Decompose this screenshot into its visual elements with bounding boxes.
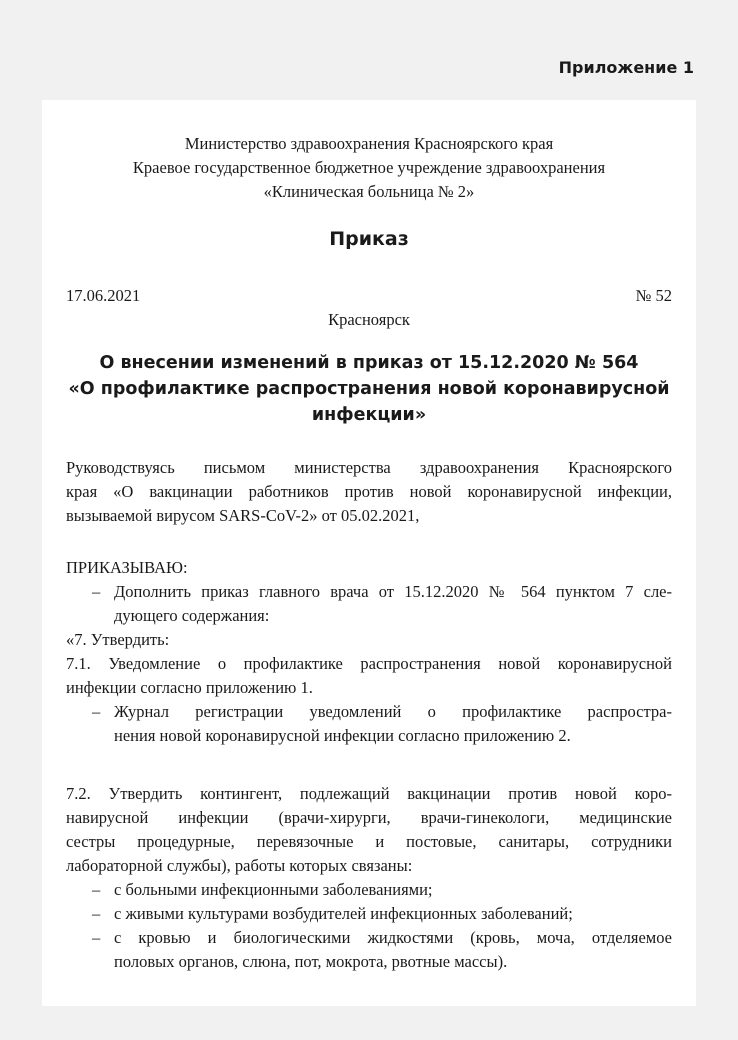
dash-marker: – <box>92 928 101 947</box>
list-item <box>66 878 672 902</box>
list-item <box>66 580 672 628</box>
paragraph-7-1-line: 7.1. Уведомление о профилактике распространения новой коронавирусной <box>66 654 672 673</box>
condition-line: с живыми культурами возбудителей инфекционных заболеваний; <box>114 904 573 923</box>
dash-marker: – <box>92 582 101 601</box>
paragraph-7-1-line: инфекции согласно приложению 1. <box>66 678 313 697</box>
list-item <box>66 700 672 748</box>
document-header <box>66 132 672 204</box>
paragraph-7: «7. Утвердить: <box>66 630 170 649</box>
document-page <box>42 100 696 1006</box>
order-body <box>66 556 672 748</box>
date-number-row <box>66 284 672 308</box>
subject-line: инфекции» <box>311 405 427 425</box>
preamble-line: Руководствуясь письмом министерства здравоохранения Красноярского <box>66 458 672 477</box>
list-item <box>66 902 672 926</box>
item-line: Журнал регистрации уведомлений о профилактике распростра- <box>114 702 672 721</box>
order-city: Красноярск <box>328 310 410 329</box>
paragraph-7-2-line: навирусной инфекции (врачи-хирурги, врачи-гинекологи, медицинские <box>66 808 672 827</box>
order-title: Приказ <box>329 228 409 250</box>
order-word: ПРИКАЗЫВАЮ: <box>66 558 188 577</box>
list-item <box>66 926 672 974</box>
preamble <box>66 456 672 528</box>
paragraph-7-2-line: лабораторной службы), работы которых связаны: <box>66 856 413 875</box>
ministry-name: Министерство здравоохранения Красноярского края <box>184 134 554 153</box>
condition-line: половых органов, слюна, пот, мокрота, рвотные массы). <box>114 952 508 971</box>
paragraph-7-2 <box>66 782 672 974</box>
order-subject <box>66 350 672 428</box>
appendix-label: Приложение 1 <box>558 58 694 77</box>
hospital-name: «Клиническая больница № 2» <box>263 182 475 201</box>
item-line: дующего содержания: <box>114 606 270 625</box>
dash-marker: – <box>92 904 101 923</box>
item-line: Дополнить приказ главного врача от 15.12.2020 № 564 пунктом 7 сле- <box>114 582 672 601</box>
preamble-line: вызываемой вирусом SARS-CoV-2» от 05.02.2021, <box>66 506 420 525</box>
condition-line: с больными инфекционными заболеваниями; <box>114 880 433 899</box>
paragraph-7-2-line: 7.2. Утвердить контингент, подлежащий вакцинации против новой коро- <box>66 784 672 803</box>
preamble-line: края «О вакцинации работников против новой коронавирусной инфекции, <box>66 482 672 501</box>
institution-name: Краевое государственное бюджетное учреждение здравоохранения <box>132 158 606 177</box>
dash-marker: – <box>92 702 101 721</box>
condition-line: с кровью и биологическими жидкостями (кровь, моча, отделяемое <box>114 928 672 947</box>
paragraph-7-2-line: сестры процедурные, перевязочные и постовые, санитары, сотрудники <box>66 832 672 851</box>
order-date: 17.06.2021 <box>66 286 141 305</box>
subject-line: «О профилактике распространения новой коронавирусной <box>68 379 670 399</box>
subject-line: О внесении изменений в приказ от 15.12.2020 № 564 <box>99 353 639 373</box>
order-number: № 52 <box>635 286 672 305</box>
item-line: нения новой коронавирусной инфекции согласно приложению 2. <box>114 726 571 745</box>
dash-marker: – <box>92 880 101 899</box>
